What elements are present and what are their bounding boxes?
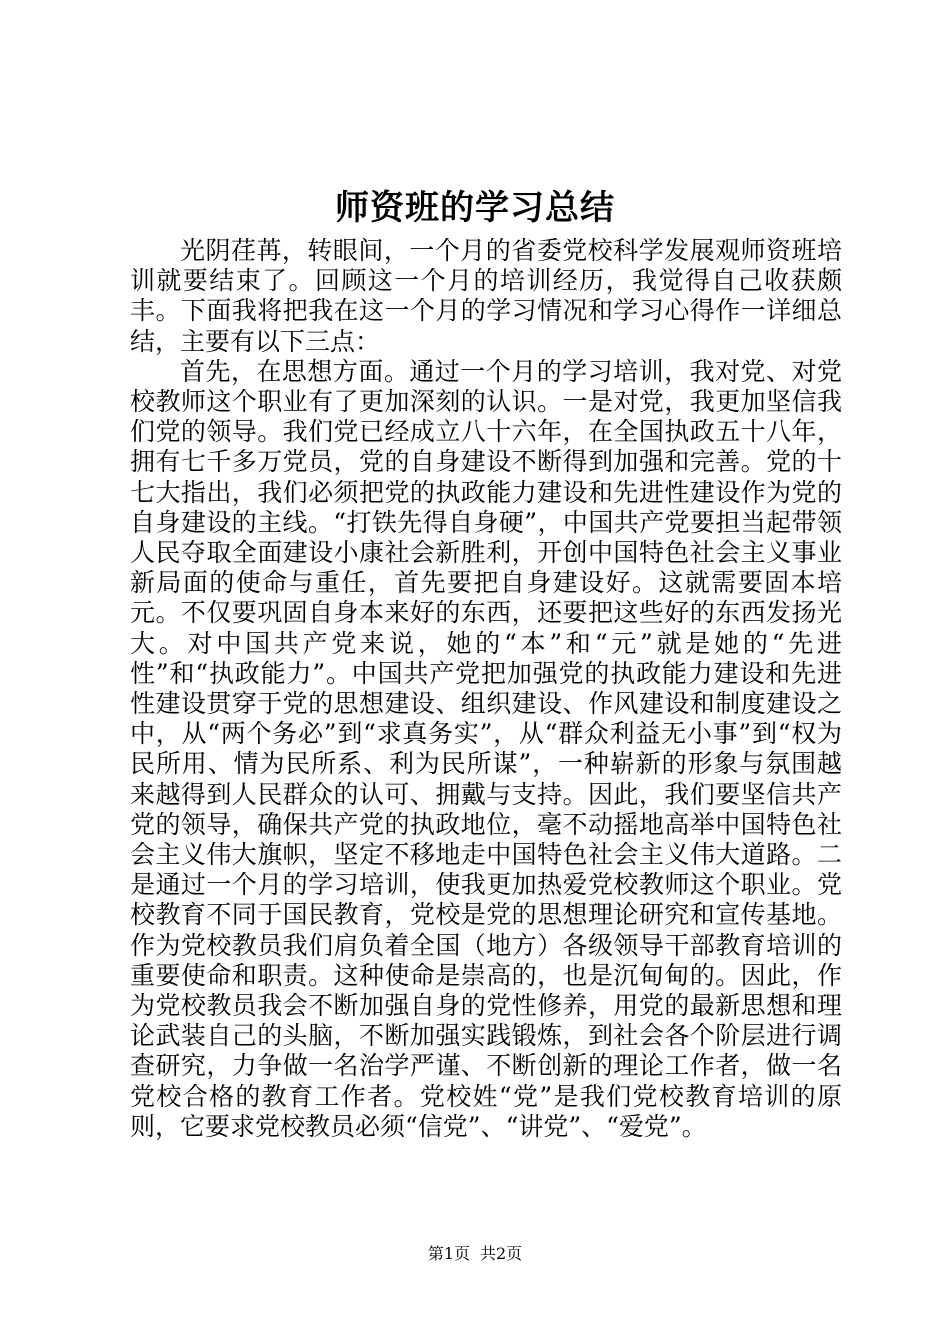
page-footer xyxy=(0,1243,950,1265)
page-number-current: 第1页 xyxy=(427,1244,470,1263)
document-title: 师资班的学习总结 xyxy=(335,188,615,228)
document-body xyxy=(130,236,842,1142)
paragraph-intro: 光阴荏苒，转眼间，一个月的省委党校科学发展观师资班培训就要结束了。回顾这一个月的培训经历，我觉得自己收获颇丰。下面我将把我在这一个月的学习情况和学习心得作一详细总结，主要有以下三点： xyxy=(130,236,842,356)
page-number-total: 共2页 xyxy=(480,1244,523,1263)
paragraph-ideology: 首先，在思想方面。通过一个月的学习培训，我对党、对党校教师这个职业有了更加深刻的认识。一是对党，我更加坚信我们党的领导。我们党已经成立八十六年，在全国执政五十八年，拥有七千多万党员，党的自身建设不断得到加强和完善。党的十七大指出，我们必须把党的执政能力建设和先进性建设作为党的自身建设的主线。“打铁先得自身硬”，中国共产党要担当起带领人民夺取全面建设小康社会新胜利，开创中国特色社会主义事业新局面的使命与重任，首先要把自身建设好。这就需要固本培元。不仅要巩固自身本来好的东西，还要把这些好的东西发扬光大。对中国共产党来说，她的“本”和“元”就是她的“先进性”和“执政能力”。中国共产党把加强党的执政能力建设和先进性建设贯穿于党的思想建设、组织建设、作风建设和制度建设之中，从“两个务必”到“求真务实”，从“群众利益无小事”到“权为民所用、情为民所系、利为民所谋”，一种崭新的形象与氛围越来越得到人民群众的认可、拥戴与支持。因此，我们要坚信共产党的领导，确保共产党的执政地位，毫不动摇地高举中国特色社会主义伟大旗帜，坚定不移地走中国特色社会主义伟大道路。二是通过一个月的学习培训，使我更加热爱党校教师这个职业。党校教育不同于国民教育，党校是党的思想理论研究和宣传基地。作为党校教员我们肩负着全国（地方）各级领导干部教育培训的重要使命和职责。这种使命是崇高的，也是沉甸甸的。因此，作为党校教员我会不断加强自身的党性修养，用党的最新思想和理论武装自己的头脑，不断加强实践锻炼，到社会各个阶层进行调查研究，力争做一名治学严谨、不断创新的理论工作者，做一名党校合格的教育工作者。党校姓“党”是我们党校教育培训的原则，它要求党校教员必须“信党”、“讲党”、“爱党”。 xyxy=(130,356,842,1141)
